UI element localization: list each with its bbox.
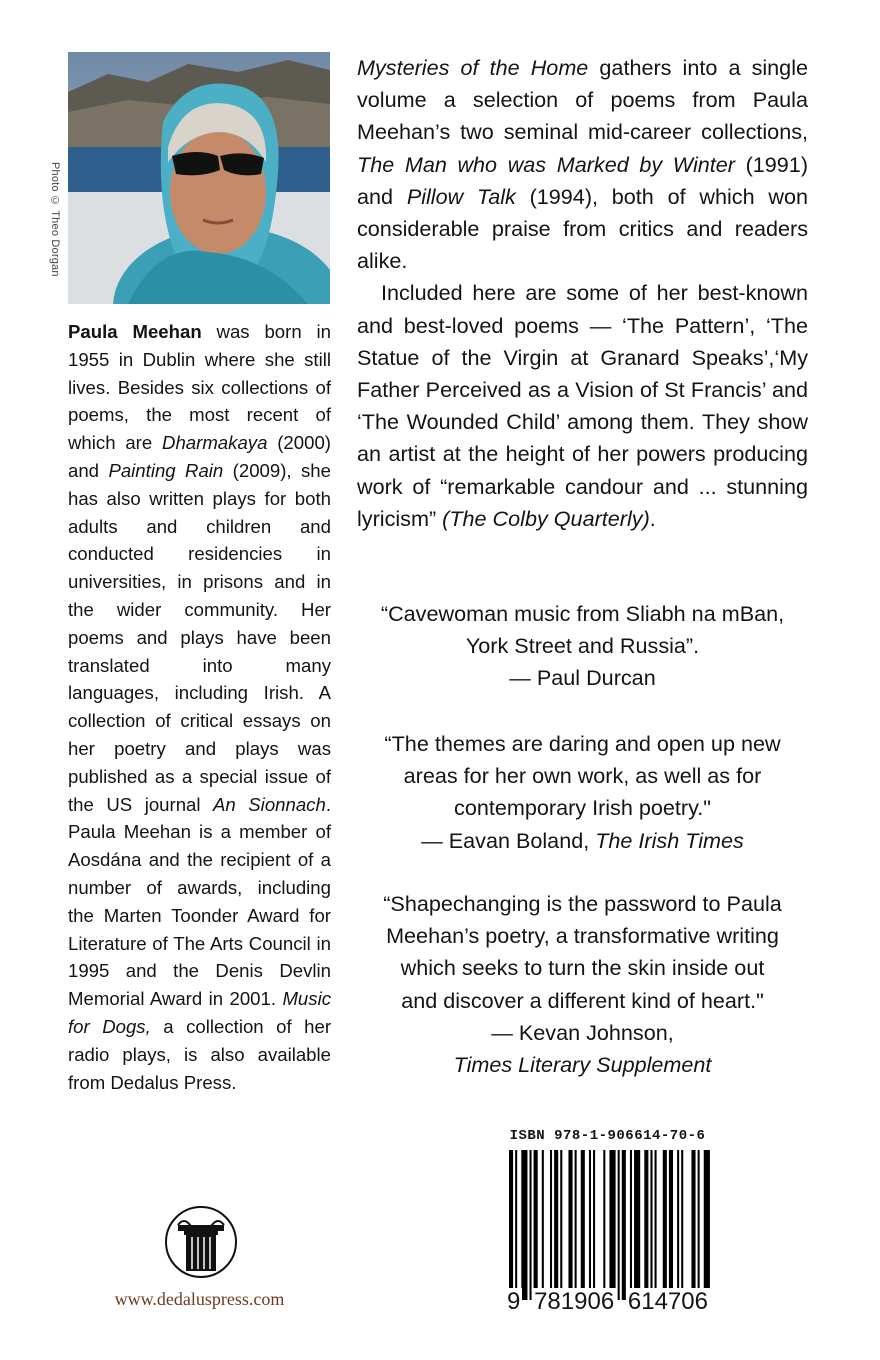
barcode-bar xyxy=(677,1150,679,1300)
dedalus-column-logo-icon xyxy=(164,1205,238,1279)
isbn-barcode xyxy=(505,1128,710,1320)
collection-title: The Man who was Marked by Winter xyxy=(357,151,735,177)
barcode-bar xyxy=(530,1150,532,1300)
review-quote xyxy=(357,888,808,1081)
quote-source: (The Colby Quarterly) xyxy=(442,505,650,531)
quote-line: and discover a different kind of heart." xyxy=(401,987,764,1013)
bio-text: (2009), she has also written plays for both adults and children and conducted residencies in universities, in prisons and in the wider community. Her poems and plays have been translated into many languages, including Irish. A collection of critical essays on her poetry and plays was published as a special issue of the US journal xyxy=(68,459,331,815)
barcode-bar xyxy=(509,1150,513,1300)
barcode-digit-first: 9 xyxy=(507,1288,521,1315)
barcode-bar xyxy=(630,1150,632,1300)
author-bio xyxy=(68,318,331,1096)
barcode-digits-left: 781906 xyxy=(534,1288,615,1315)
author-name: Paula Meehan xyxy=(68,321,202,342)
quote-line: “Cavewoman music from Sliabh na mBan, xyxy=(380,601,785,626)
barcode-bar xyxy=(554,1150,558,1300)
review-quote xyxy=(357,728,808,857)
collection-title: Pillow Talk xyxy=(406,183,516,209)
barcode-bar xyxy=(644,1150,648,1300)
book-description xyxy=(357,52,808,535)
bio-book-title: Music for Dogs, xyxy=(68,988,331,1037)
barcode-bar xyxy=(534,1150,538,1300)
bio-text: a collection of her radio plays, is also available from Dedalus Press. xyxy=(68,1015,332,1093)
barcode-bar xyxy=(589,1150,591,1300)
photo-credit: Photo © Theo Dorgan xyxy=(49,162,61,277)
barcode-bar xyxy=(691,1150,695,1300)
barcode-bar xyxy=(634,1150,640,1300)
barcode-digits xyxy=(505,1288,710,1316)
barcode-bar xyxy=(575,1150,577,1300)
description-text: gathers into a single volume a selection of poems from Paula Meehan’s two seminal mid-career collections, xyxy=(357,55,808,145)
description-text: Included here are some of her best-known and best-loved poems — ‘The Pattern’, ‘The Statue of the Virgin at Granard Speaks’,‘My Father Perceived as a Vision of St Francis’ and ‘The Wounded Child’ among them. They show an artist at the height of her powers producing work of “remarkable candour and ... stunning lyricism” xyxy=(357,280,808,531)
bio-text: . Paula Meehan is a member of Aosdána and the recipient of a number of awards, including the Marten Toonder Award for Literature of The Arts Council in 1995 and the Denis Devlin Memorial Award in 2001. xyxy=(68,793,331,1010)
book-title: Mysteries of the Home xyxy=(357,55,589,80)
barcode-bar xyxy=(663,1150,667,1300)
bio-book-title: Painting Rain xyxy=(108,459,224,481)
barcode-bar xyxy=(681,1150,683,1300)
quote-attribution-name: — Eavan Boland, xyxy=(421,827,596,853)
quote-line: which seeks to turn the skin inside out xyxy=(400,955,765,981)
description-paragraph xyxy=(357,277,808,535)
barcode-bar xyxy=(581,1150,585,1300)
quote-line: contemporary Irish poetry." xyxy=(454,795,711,821)
barcode-bar xyxy=(550,1150,552,1300)
description-text: (1991) and xyxy=(357,151,809,209)
barcode-bar xyxy=(542,1150,544,1300)
barcode-bar xyxy=(521,1150,527,1300)
barcode-bar xyxy=(568,1150,572,1300)
barcode-bar xyxy=(669,1150,673,1300)
quote-line: areas for her own work, as well as for xyxy=(403,763,762,789)
quote-line: Meehan’s poetry, a transformative writing xyxy=(386,923,779,949)
bio-text: (2000) and xyxy=(68,432,331,481)
barcode-bar xyxy=(609,1150,615,1300)
quote-attribution xyxy=(357,825,808,857)
barcode-bar xyxy=(655,1150,657,1300)
barcode-bar xyxy=(698,1150,700,1300)
quote-attribution-source: The Irish Times xyxy=(595,827,744,853)
bio-text: was born in 1955 in Dublin where she still lives. Besides six collections of poems, the most recent of which are xyxy=(68,321,331,454)
barcode-bar xyxy=(593,1150,595,1300)
barcode-bar xyxy=(618,1150,620,1300)
barcode-bar xyxy=(622,1150,626,1300)
description-text: . xyxy=(649,505,656,531)
bio-book-title: Dharmakaya xyxy=(162,432,268,454)
publisher-website[interactable]: www.dedaluspress.com xyxy=(114,1289,285,1309)
barcode-bars xyxy=(505,1150,710,1300)
author-photo xyxy=(68,52,330,304)
barcode-digits-right: 614706 xyxy=(627,1288,708,1315)
barcode-bar xyxy=(515,1150,517,1300)
quote-attribution-source: Times Literary Supplement xyxy=(453,1052,712,1078)
isbn-label: ISBN 978-1-906614-70-6 xyxy=(509,1128,706,1144)
description-text: (1994), both of which won considerable praise from critics and readers alike. xyxy=(357,183,808,274)
barcode-bar xyxy=(603,1150,605,1300)
barcode-bar xyxy=(704,1150,710,1300)
description-paragraph xyxy=(357,52,808,277)
quote-attribution: — Kevan Johnson, xyxy=(491,1019,674,1045)
quote-line: “Shapechanging is the password to Paula xyxy=(383,891,782,916)
bio-journal-title: An Sionnach xyxy=(213,793,326,815)
barcode-bar xyxy=(650,1150,652,1300)
quote-attribution: — Paul Durcan xyxy=(509,665,656,691)
review-quote xyxy=(357,598,808,695)
barcode-bar xyxy=(560,1150,562,1300)
quote-line: York Street and Russia”. xyxy=(465,633,700,659)
quote-line: “The themes are daring and open up new xyxy=(384,731,781,756)
